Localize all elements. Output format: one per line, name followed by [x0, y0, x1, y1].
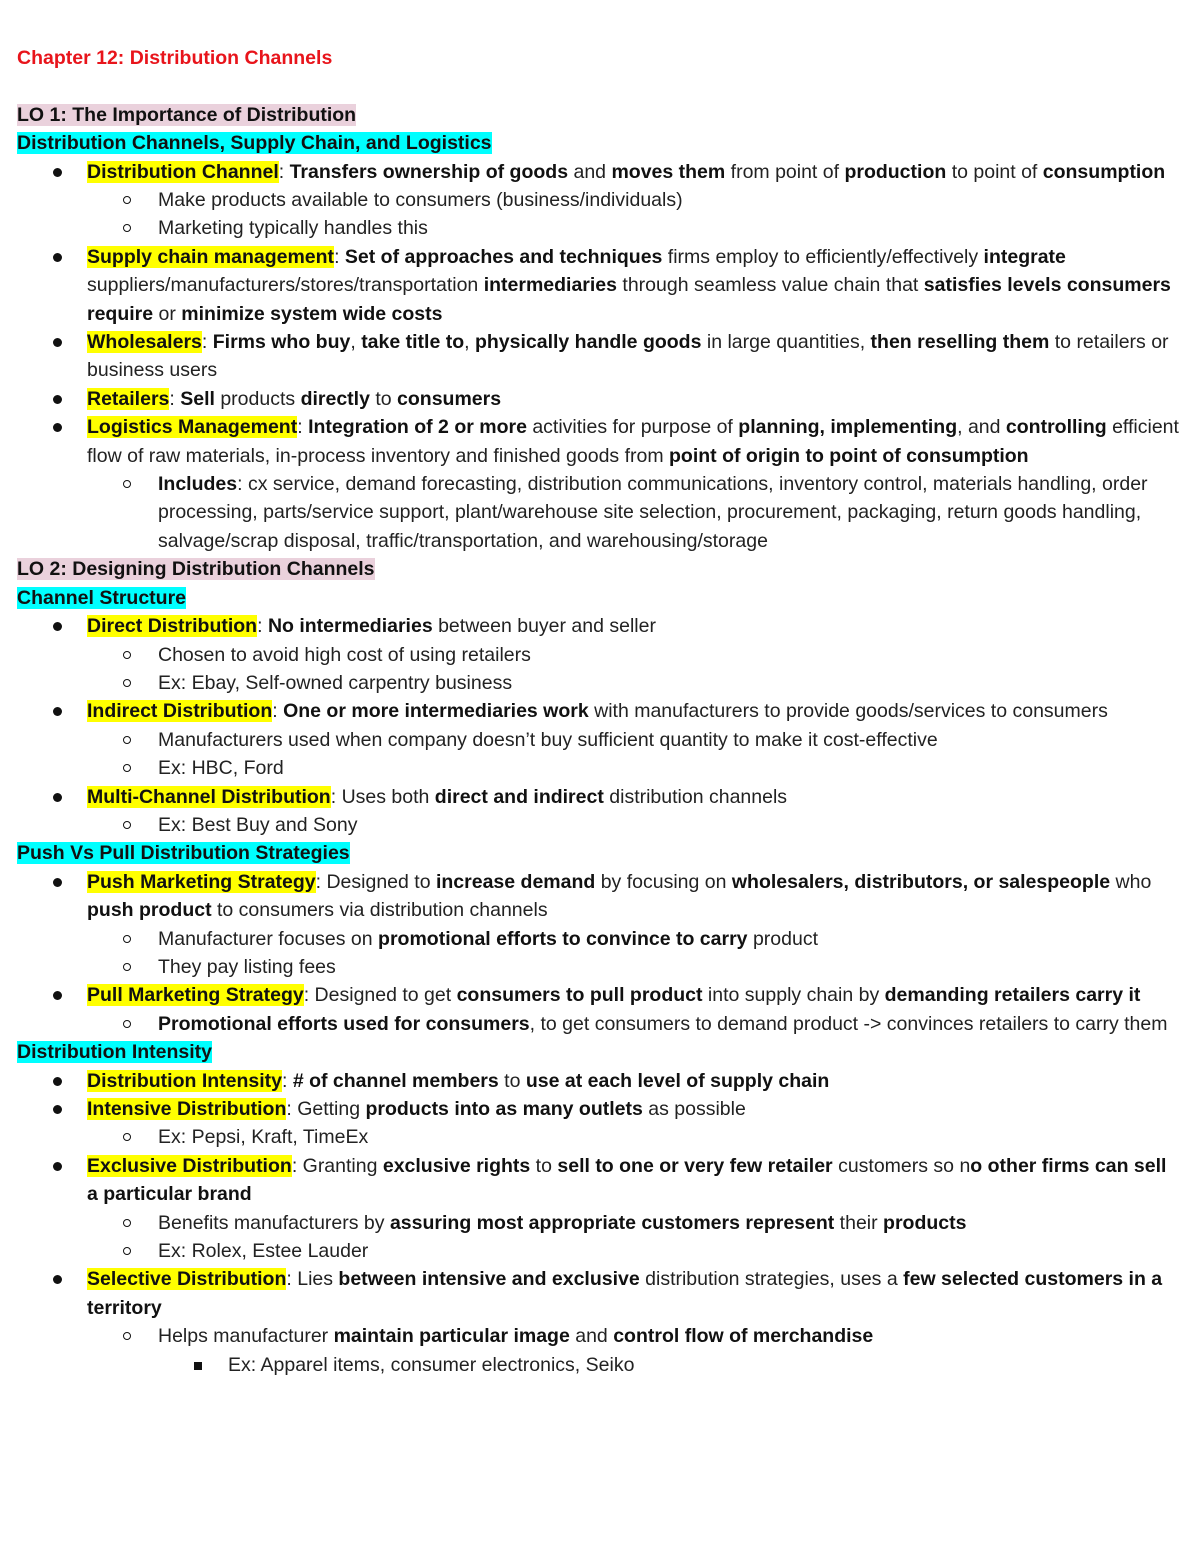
sub-list-item: [17, 1123, 1182, 1151]
text: in large quantities,: [701, 331, 871, 354]
text: ,: [464, 331, 475, 354]
text: :: [278, 160, 290, 183]
term-highlight: Selective Distribution: [87, 1268, 287, 1291]
bold-text: satisfies levels consumers require: [87, 274, 1171, 325]
list-item: [17, 385, 1182, 413]
sub-list-item: [17, 470, 1182, 555]
nested-list-container: [17, 1351, 1182, 1379]
list-item: [17, 328, 1182, 385]
list-item: [17, 981, 1182, 1009]
text: to retailers or business users: [87, 331, 1169, 382]
document-page: [17, 44, 1182, 1379]
text: :: [334, 245, 345, 268]
text: Helps manufacturer: [158, 1325, 334, 1348]
text: products: [214, 387, 301, 410]
bold-text: assuring most appropriate customers represent: [389, 1211, 835, 1234]
bold-text: wholesalers, distributors, or salespeople: [731, 870, 1111, 893]
bold-text: exclusive rights: [382, 1154, 531, 1177]
section-heading-text: Distribution Intensity: [17, 1041, 212, 1064]
sub-list: [17, 1209, 1182, 1266]
text: :: [257, 615, 268, 638]
sub-list-container: [17, 925, 1182, 982]
sub-list-item: [17, 669, 1182, 697]
list-item: [17, 1265, 1182, 1322]
text: to: [369, 387, 398, 410]
term-highlight: Distribution Intensity: [87, 1069, 282, 1092]
bold-text: consumption: [1042, 160, 1166, 183]
sub-list-item: [17, 1351, 1182, 1379]
sub-list-item: [17, 1322, 1182, 1350]
lo1-heading: LO 1: The Importance of Distribution: [17, 103, 357, 126]
text: , to get consumers to demand product -> convinces retailers to carry them: [529, 1012, 1168, 1035]
text: , and: [957, 416, 1006, 439]
text: Ex: Rolex, Estee Lauder: [158, 1240, 369, 1263]
text: by focusing on: [595, 870, 732, 893]
text: and: [569, 1325, 614, 1348]
term-highlight: Direct Distribution: [87, 615, 258, 638]
bold-text: directly: [300, 387, 370, 410]
list-item: [17, 158, 1182, 186]
sub-list: [17, 726, 1182, 783]
text: to consumers via distribution channels: [211, 899, 548, 922]
bold-text: No intermediaries: [267, 615, 433, 638]
bold-text: increase demand: [435, 870, 596, 893]
text: into supply chain by: [702, 984, 885, 1007]
bold-text: controlling: [1005, 416, 1107, 439]
sub-list: [17, 925, 1182, 982]
text: who: [1110, 870, 1152, 893]
lo1-bullet-list: [17, 158, 1182, 556]
bold-text: o other firms can sell a particular brand: [87, 1154, 1167, 1206]
term-highlight: Logistics Management: [87, 416, 298, 439]
bold-text: physically handle goods: [474, 331, 702, 354]
text: from point of: [725, 160, 845, 183]
sub-list: [17, 470, 1182, 555]
bold-text: Firms who buy: [212, 331, 351, 354]
text: activities for purpose of: [526, 416, 739, 439]
sub-list-item: [17, 811, 1182, 839]
bold-text: push product: [87, 899, 212, 922]
section-heading: [17, 1038, 1182, 1066]
bold-text: promotional efforts to convince to carry: [378, 927, 748, 950]
bold-text: products into as many outlets: [365, 1098, 643, 1121]
sub-list-container: [17, 726, 1182, 783]
bold-text: control flow of merchandise: [613, 1325, 874, 1348]
sub-list-item: [17, 1237, 1182, 1265]
text: Ex: Pepsi, Kraft, TimeEx: [158, 1126, 369, 1149]
text: to: [530, 1154, 558, 1177]
bold-text: production: [844, 160, 947, 183]
section-heading-text: Channel Structure: [17, 586, 187, 609]
term-highlight: Exclusive Distribution: [87, 1154, 292, 1177]
text: : Uses both: [330, 785, 435, 808]
text: Ex: HBC, Ford: [158, 757, 284, 780]
bold-text: consumers: [397, 387, 502, 410]
sub-list-container: [17, 1010, 1182, 1038]
list-item: [17, 1095, 1182, 1123]
text: Benefits manufacturers by: [158, 1211, 390, 1234]
sub-list: [17, 1123, 1182, 1151]
bold-text: moves them: [611, 160, 726, 183]
text: Ex: Ebay, Self-owned carpentry business: [158, 671, 513, 694]
text: through seamless value chain that: [617, 274, 924, 297]
section-heading: [17, 839, 1182, 867]
text: Chosen to avoid high cost of using retailers: [158, 643, 531, 666]
text: distribution channels: [603, 785, 788, 808]
list-item: [17, 697, 1182, 725]
sub-list-item: [17, 1209, 1182, 1237]
text: :: [297, 416, 309, 439]
section-heading-text: Push Vs Pull Distribution Strategies: [17, 842, 350, 865]
sub-list: [17, 641, 1182, 698]
text: as possible: [642, 1098, 746, 1121]
bold-text: few selected customers in a territory: [87, 1268, 1163, 1319]
text: : Granting: [291, 1154, 383, 1177]
bold-text: maintain particular image: [333, 1325, 570, 1348]
bold-text: between intensive and exclusive: [338, 1268, 640, 1291]
text: to: [498, 1069, 526, 1092]
sub-list-container: [17, 1209, 1182, 1266]
bold-text: intermediaries: [483, 274, 617, 297]
bold-text: Set of approaches and techniques: [344, 245, 663, 268]
bullet-list: [17, 868, 1182, 1038]
bold-text: direct and indirect: [434, 785, 604, 808]
sub-list-item: [17, 214, 1182, 242]
text: firms employ to efficiently/effectively: [662, 245, 984, 268]
list-item: [17, 868, 1182, 925]
text: ,: [350, 331, 362, 354]
term-highlight: Supply chain management: [87, 245, 335, 268]
text: efficient flow of raw materials, in-process inventory and finished goods from: [87, 416, 1179, 467]
text: They pay listing fees: [158, 955, 336, 978]
text: with manufacturers to provide goods/services to consumers: [588, 700, 1108, 723]
nested-list: [17, 1351, 1182, 1379]
text: to point of: [946, 160, 1043, 183]
text: their: [834, 1211, 884, 1234]
bold-text: One or more intermediaries work: [283, 700, 589, 723]
bold-text: Transfers ownership of goods: [289, 160, 569, 183]
text: customers so n: [832, 1154, 971, 1177]
bold-text: point of origin to point of consumption: [669, 444, 1029, 467]
text: :: [282, 1069, 293, 1092]
text: between buyer and seller: [432, 615, 656, 638]
bold-text: # of channel members: [292, 1069, 499, 1092]
bold-text: consumers to pull product: [456, 984, 703, 1007]
text: Marketing typically handles this: [158, 217, 428, 240]
text: Ex: Apparel items, consumer electronics, Seiko: [228, 1353, 635, 1376]
text: :: [201, 331, 213, 354]
sub-list-item: [17, 925, 1182, 953]
sub-list-container: [17, 1322, 1182, 1379]
sub-list-item: [17, 186, 1182, 214]
text: : Designed to get: [303, 984, 457, 1007]
sub-list-item: [17, 754, 1182, 782]
term-highlight: Push Marketing Strategy: [87, 870, 316, 893]
sub-list-item: [17, 641, 1182, 669]
sub-list-container: [17, 641, 1182, 698]
sub-list-item: [17, 953, 1182, 981]
text: :: [272, 700, 284, 723]
lo2-sections: [17, 584, 1182, 1379]
bold-text: Includes: [158, 473, 238, 496]
sub-list-item: [17, 726, 1182, 754]
bold-text: take title to: [361, 331, 465, 354]
text: Manufacturer focuses on: [158, 927, 379, 950]
text: product: [747, 927, 818, 950]
bold-text: sell to one or very few retailer: [557, 1154, 833, 1177]
bold-text: minimize system wide costs: [181, 302, 443, 325]
text: : Lies: [286, 1268, 339, 1291]
bold-text: demanding retailers carry it: [884, 984, 1141, 1007]
lo2-heading: LO 2: Designing Distribution Channels: [17, 558, 375, 581]
sub-list-container: [17, 186, 1182, 243]
list-item: [17, 783, 1182, 811]
text: and: [568, 160, 612, 183]
sub-list-item: [17, 1010, 1182, 1038]
term-highlight: Distribution Channel: [87, 160, 279, 183]
text: : Designed to: [315, 870, 436, 893]
list-item: [17, 1067, 1182, 1095]
text: suppliers/manufacturers/stores/transportation: [87, 274, 484, 297]
text: : Getting: [286, 1098, 366, 1121]
text: :: [169, 387, 181, 410]
text: : cx service, demand forecasting, distribution communications, inventory control, materials handling, order processing, parts/service support, plant/warehouse site selection, procurement, packaging, return goods handling, salvage/scrap disposal, traffic/transportation, and warehousing/storage: [158, 473, 1148, 552]
term-highlight: Wholesalers: [87, 331, 202, 354]
text: or: [153, 302, 182, 325]
bold-text: then reselling them: [870, 331, 1050, 354]
text: Make products available to consumers (business/individuals): [158, 189, 683, 212]
sub-list-container: [17, 470, 1182, 555]
sub-list: [17, 811, 1182, 839]
sub-list: [17, 1322, 1182, 1379]
list-item: [17, 612, 1182, 640]
sub-list-container: [17, 811, 1182, 839]
sub-list-container: [17, 1123, 1182, 1151]
sub-list: [17, 1010, 1182, 1038]
chapter-title: Chapter 12: Distribution Channels: [17, 47, 333, 69]
term-highlight: Retailers: [87, 387, 170, 410]
term-highlight: Intensive Distribution: [87, 1098, 287, 1121]
section-heading: [17, 584, 1182, 612]
term-highlight: Pull Marketing Strategy: [87, 984, 304, 1007]
bold-text: Promotional efforts used for consumers: [158, 1012, 530, 1035]
bullet-list: [17, 1067, 1182, 1379]
sub-list: [17, 186, 1182, 243]
term-highlight: Multi-Channel Distribution: [87, 785, 331, 808]
list-item: [17, 243, 1182, 328]
text: distribution strategies, uses a: [639, 1268, 904, 1291]
term-highlight: Indirect Distribution: [87, 700, 273, 723]
bold-text: planning, implementing: [738, 416, 958, 439]
bold-text: Integration of 2 or more: [308, 416, 527, 439]
section-heading: Distribution Channels, Supply Chain, and Logistics: [17, 132, 492, 155]
bullet-list: [17, 612, 1182, 839]
bold-text: products: [883, 1211, 967, 1234]
list-item: [17, 1152, 1182, 1209]
bold-text: Sell: [180, 387, 215, 410]
bold-text: use at each level of supply chain: [525, 1069, 830, 1092]
list-item: [17, 413, 1182, 470]
text: Ex: Best Buy and Sony: [158, 813, 358, 836]
text: Manufacturers used when company doesn’t buy sufficient quantity to make it cost-effective: [158, 728, 938, 751]
bold-text: integrate: [983, 245, 1066, 268]
